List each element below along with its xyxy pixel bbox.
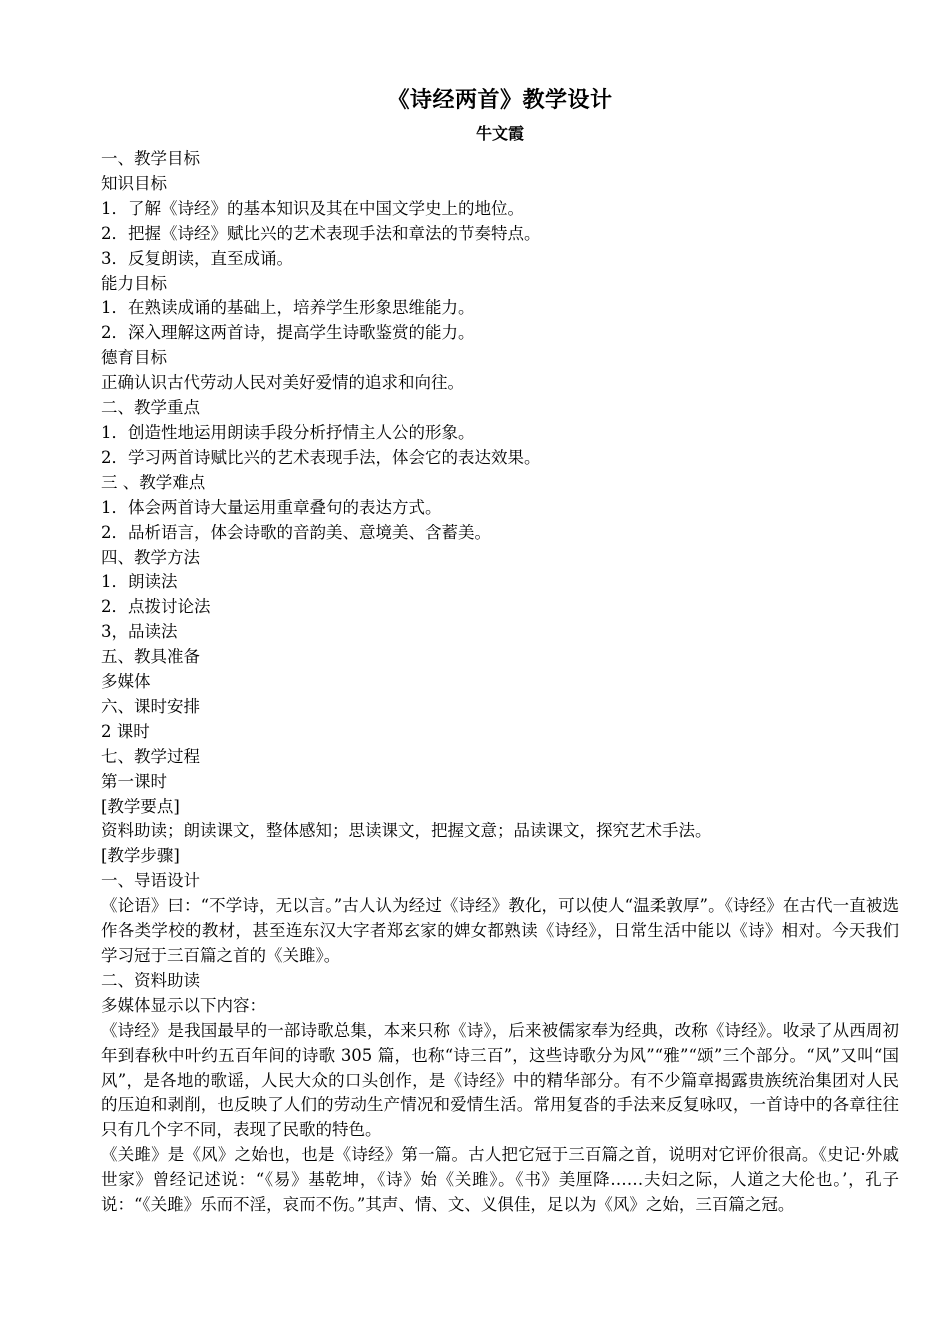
section-heading: 五、教具准备: [101, 647, 200, 667]
guanju-paragraph: 《关雎》是《风》之始也，也是《诗经》第一篇。古人把它冠于三百篇之首，说明对它评价很高。《史记·外戚世家》曾经记述说：“《易》基乾坤，《诗》始《关雎》。《书》美厘降……夫妇之际，人道之大伦也。’，孔子说：“《关雎》乐而不淫，哀而不伤。”其声、情、文、义俱佳，足以为《风》之始，三百篇之冠。: [101, 1145, 899, 1215]
section-heading: 二、教学重点: [101, 398, 200, 418]
intro-paragraph: 《论语》曰：“不学诗，无以言。”古人认为经过《诗经》教化，可以使人“温柔敦厚”。《诗经》在古代一直被选作各类学校的教材，甚至连东汉大字者郑玄家的婢女都熟读《诗经》，日常生活中能以《诗》相对。今天我们学习冠于三百篇之首的《关雎》。: [101, 896, 899, 965]
section-heading: 四、教学方法: [101, 547, 200, 567]
subsection-heading: 能力目标: [101, 273, 167, 293]
list-item: 1．创造性地运用朗读手段分析抒情主人公的形象。: [101, 422, 475, 442]
list-item: 1．朗读法: [101, 572, 178, 592]
list-item: 2．品析语言，体会诗歌的音韵美、意境美、含蓄美。: [101, 522, 491, 542]
text-line: 正确认识古代劳动人民对美好爱情的追求和向往。: [101, 373, 464, 393]
section-heading: 六、课时安排: [101, 696, 200, 716]
bracket-heading: [教学步骤]: [101, 846, 180, 866]
list-item: 1．体会两首诗大量运用重章叠句的表达方式。: [101, 497, 442, 517]
section-heading: 一、教学目标: [101, 149, 200, 168]
text-line: 资料助读；朗读课文，整体感知；思读课文，把握文意；品读课文，探究艺术手法。: [101, 821, 712, 841]
list-item: 2．点拨讨论法: [101, 597, 211, 617]
list-item: 2．把握《诗经》赋比兴的艺术表现手法和章法的节奏特点。: [101, 223, 541, 243]
bracket-heading: [教学要点]: [101, 796, 180, 816]
step-heading: 一、导语设计: [101, 871, 200, 891]
document-page: [101, 86, 899, 1218]
list-item: 3，品读法: [101, 622, 178, 642]
section-heading: 七、教学过程: [101, 746, 200, 766]
shijing-paragraph: 《诗经》是我国最早的一部诗歌总集，本来只称《诗》，后来被儒家奉为经典，改称《诗经》。收录了从西周初年到春秋中叶约五百年间的诗歌 305 篇，也称“诗三百”，这些诗歌分为风”“雅”“颂”三个部分。“风”又叫“国风”，是各地的歌谣，人民大众的口头创作，是《诗经》中的精华部分。有不少篇章揭露贵族统治集团对人民的压迫和剥削，也反映了人们的劳动生产情况和爱情生活。常用复沓的手法来反复咏叹，一首诗中的各章往往只有几个字不同，表现了民歌的特色。: [101, 1020, 899, 1140]
section-heading: 三 、教学难点: [101, 472, 206, 492]
text-line: 多媒体显示以下内容：: [101, 995, 266, 1015]
list-item: 2．深入理解这两首诗，提高学生诗歌鉴赏的能力。: [101, 323, 475, 343]
text-line: 多媒体: [101, 672, 151, 692]
step-heading: 二、资料助读: [101, 970, 200, 990]
author-name: 牛文霞: [475, 124, 524, 143]
list-item: 1．了解《诗经》的基本知识及其在中国文学史上的地位。: [101, 198, 524, 218]
subsection-heading: 知识目标: [101, 173, 167, 193]
subsection-heading: 德育目标: [101, 348, 167, 368]
list-item: 1．在熟读成诵的基础上，培养学生形象思维能力。: [101, 298, 475, 318]
text-line: 2 课时: [101, 721, 150, 741]
list-item: 2．学习两首诗赋比兴的艺术表现手法，体会它的表达效果。: [101, 447, 541, 467]
list-item: 3．反复朗读，直至成诵。: [101, 248, 293, 268]
subsection-heading: 第一课时: [101, 771, 167, 791]
document-title: 《诗经两首》教学设计: [387, 88, 613, 113]
